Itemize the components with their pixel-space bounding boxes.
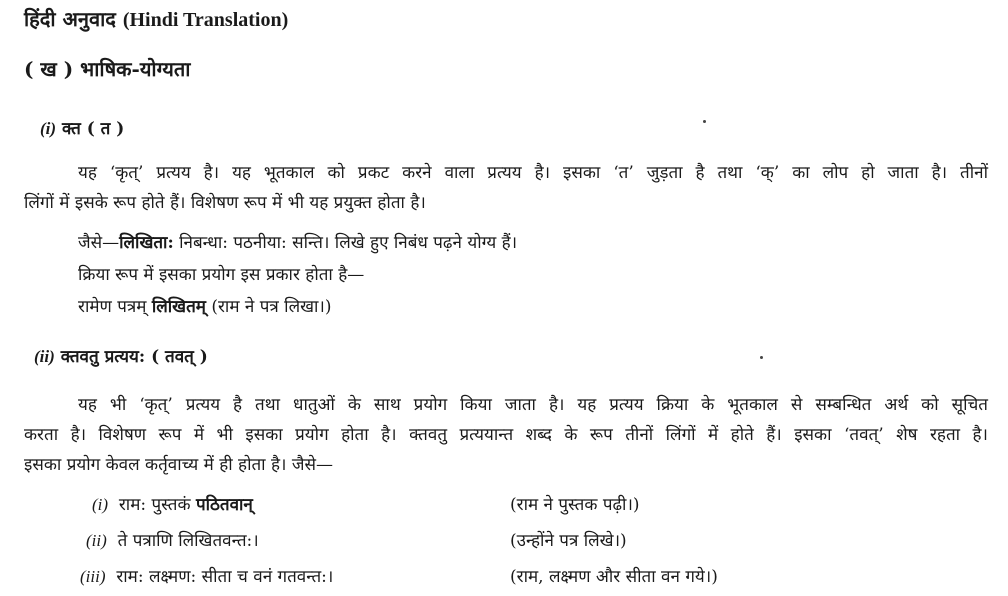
subsection-2-title: क्तवतु प्रत्यय: ( तवत् ) bbox=[60, 347, 208, 367]
section-heading: ( ख ) भाषिक-योग्यता bbox=[24, 57, 191, 81]
subsection-2-number: (ii) bbox=[34, 347, 55, 366]
ram-rest: (राम ने पत्र लिखा।) bbox=[205, 297, 332, 317]
example-prefix: जैसे— bbox=[78, 233, 120, 253]
example-2-sanskrit: ते पत्राणि लिखितवन्त:। bbox=[117, 531, 259, 551]
example-1-hindi: (राम ने पुस्तक पढ़ी।) bbox=[510, 495, 640, 515]
example-line bbox=[78, 232, 517, 254]
example-row-2 bbox=[86, 530, 259, 552]
paragraph-2-line-3: इसका प्रयोग केवल कर्तृवाच्य में ही होता है। जैसे— bbox=[24, 455, 333, 475]
ram-bold-word: लिखितम् bbox=[151, 297, 206, 317]
example-rest: निबन्धा: पठनीया: सन्ति। लिखे हुए निबंध पढ़ने योग्य हैं। bbox=[173, 233, 518, 253]
paragraph-2-line-1: यह भी ‘कृत्’ प्रत्यय है तथा धातुओं के साथ प्रयोग किया जाता है। यह प्रत्यय क्रिया के भूतकाल से सम्बन्धित अर्थ को सूचित bbox=[78, 395, 988, 415]
ram-example-line bbox=[78, 296, 332, 318]
paragraph-2-line-2: करता है। विशेषण रूप में भी इसका प्रयोग होता है। क्तवतु प्रत्ययान्त शब्द के रूप तीनों लिंगों में होते हैं। इसका ‘तवत्’ शेष रहता है। bbox=[24, 425, 988, 445]
subsection-1-heading bbox=[40, 118, 124, 140]
title-hindi: हिंदी अनुवाद bbox=[24, 7, 116, 31]
subsection-1-title: क्त ( त ) bbox=[61, 119, 125, 139]
example-3-sanskrit: राम: लक्ष्मण: सीता च वनं गतवन्त:। bbox=[116, 567, 334, 587]
example-3-hindi: (राम, लक्ष्मण और सीता वन गये।) bbox=[510, 567, 718, 587]
kriya-line: क्रिया रूप में इसका प्रयोग इस प्रकार होता है— bbox=[78, 265, 365, 285]
subsection-2-heading bbox=[34, 346, 208, 368]
example-3-number: (iii) bbox=[80, 567, 106, 586]
scan-speck bbox=[760, 356, 763, 359]
example-1-number: (i) bbox=[92, 495, 109, 514]
ram-prefix: रामेण पत्रम् bbox=[78, 297, 152, 317]
example-1-sanskrit-bold: पठितवान् bbox=[195, 495, 253, 515]
example-bold-word: लिखिता: bbox=[119, 233, 174, 253]
page-title bbox=[24, 8, 288, 31]
scan-speck bbox=[703, 120, 706, 123]
paragraph-1-line-2: लिंगों में इसके रूप होते हैं। विशेषण रूप में भी यह प्रयुक्त होता है। bbox=[24, 193, 426, 213]
title-english: (Hindi Translation) bbox=[122, 9, 289, 31]
example-row-1 bbox=[92, 494, 253, 516]
paragraph-1-line-1: यह ‘कृत्’ प्रत्यय है। यह भूतकाल को प्रकट करने वाला प्रत्यय है। इसका ‘त’ जुड़ता है तथा ‘क्’ का लोप हो जाता है। तीनों bbox=[78, 163, 988, 183]
example-2-number: (ii) bbox=[86, 531, 107, 550]
example-2-hindi: (उन्होंने पत्र लिखे।) bbox=[510, 531, 627, 551]
example-row-3 bbox=[80, 566, 333, 588]
example-1-sanskrit: राम: पुस्तकं bbox=[118, 495, 196, 515]
subsection-1-number: (i) bbox=[40, 119, 57, 138]
